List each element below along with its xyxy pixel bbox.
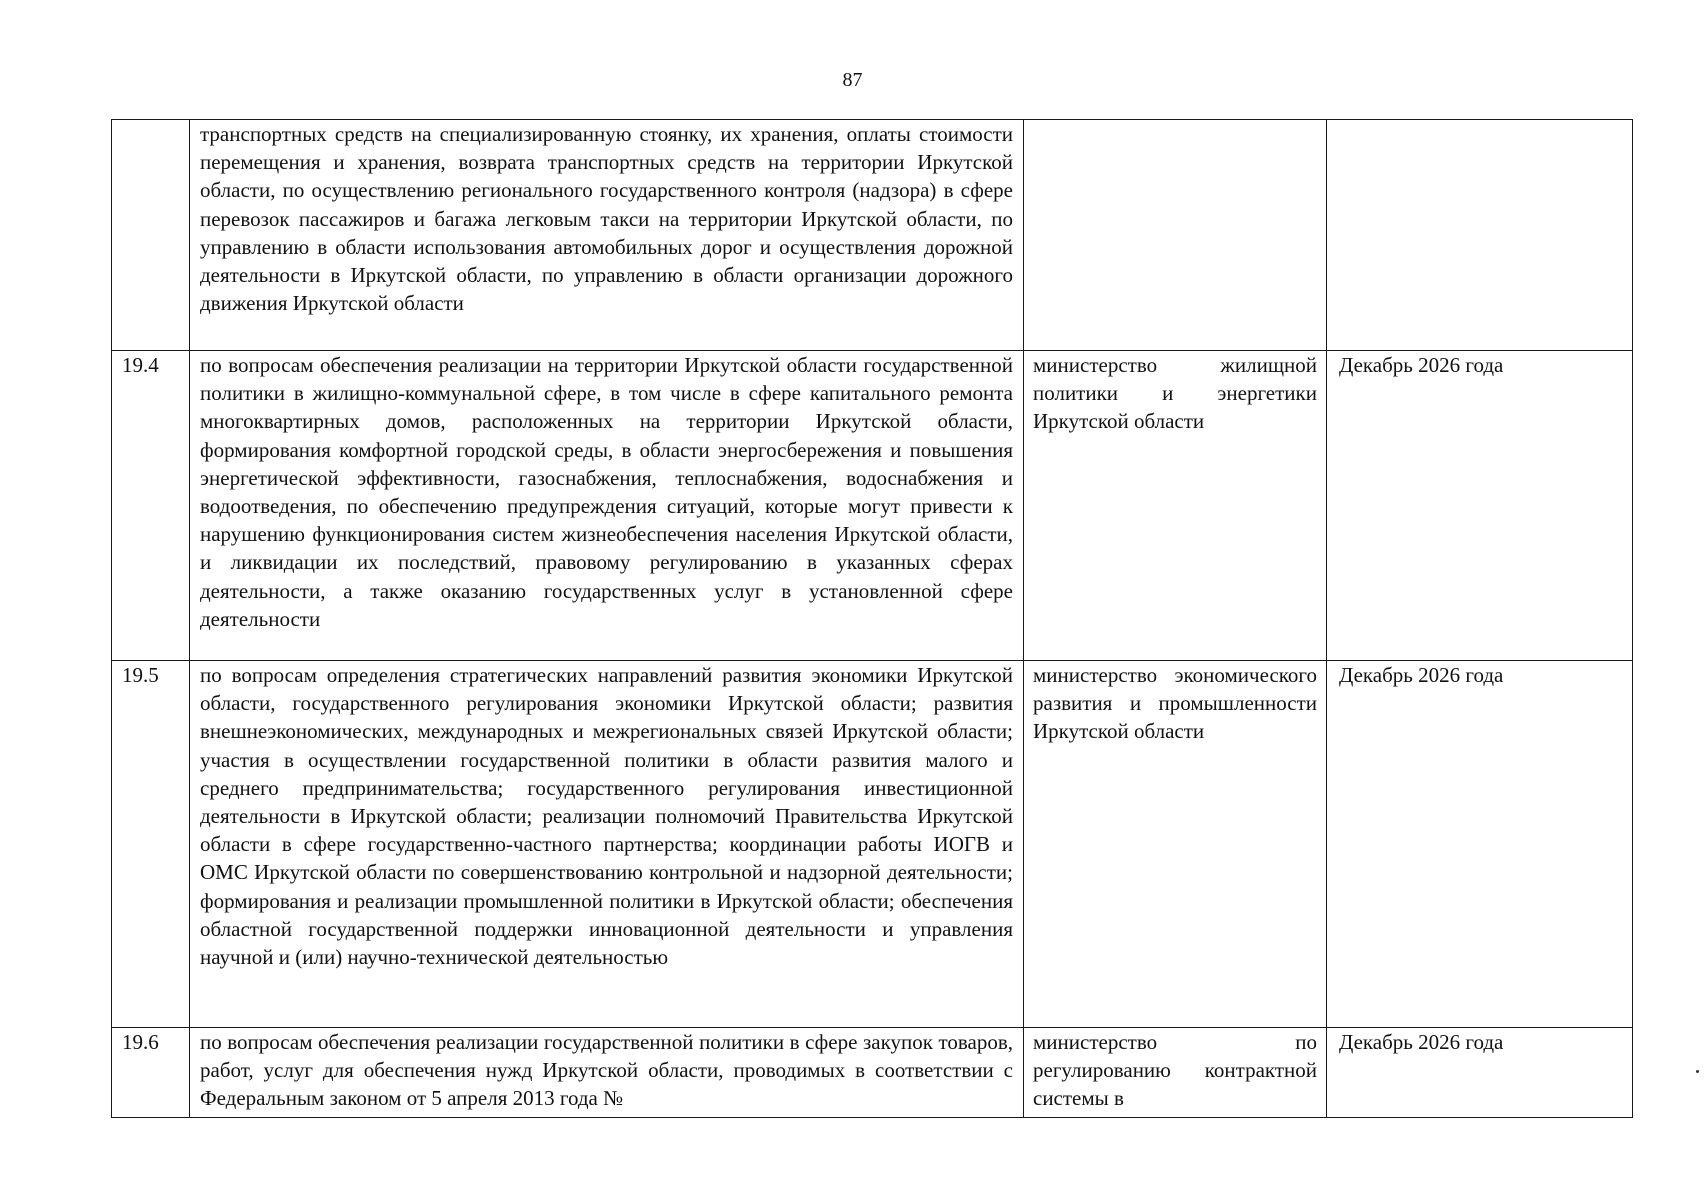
row-number: 19.5 — [112, 661, 190, 1028]
table-row — [112, 120, 1633, 351]
row-deadline — [1327, 120, 1633, 351]
row-deadline: Декабрь 2026 года — [1327, 1028, 1633, 1118]
row-description: по вопросам определения стратегических направлений развития экономики Иркутской области, государственного регулирования экономики Иркутской области; развития внешнеэкономических, международных и межрегиональных связей Иркутской области; участия в осуществлении государственной политики в области развития малого и среднего предпринимательства; государственного регулирования инвестиционной деятельности в Иркутской области; реализации полномочий Правительства Иркутской области в сфере государственно-частного партнерства; координации работы ИОГВ и ОМС Иркутской области по совершенствованию контрольной и надзорной деятельности; формирования и реализации промышленной политики в Иркутской области; обеспечения областной государственной поддержки инновационной деятельности и управления научной и (или) научно-технической деятельностью — [190, 661, 1024, 1028]
table-row — [112, 351, 1633, 661]
row-deadline: Декабрь 2026 года — [1327, 351, 1633, 661]
row-number — [112, 120, 190, 351]
row-responsible: министерство жилищной политики и энергетики Иркутской области — [1024, 351, 1327, 661]
page-number: 87 — [842, 69, 863, 91]
row-description: транспортных средств на специализированную стоянку, их хранения, оплаты стоимости перемещения и хранения, возврата транспортных средств на территории Иркутской области, по осуществлению регионального государственного контроля (надзора) в сфере перевозок пассажиров и багажа легковым такси на территории Иркутской области, по управлению в области использования автомобильных дорог и осуществления дорожной деятельности в Иркутской области, по управлению в области организации дорожного движения Иркутской области — [190, 120, 1024, 351]
scan-speck — [1696, 1070, 1699, 1073]
row-responsible: министерство по регулированию контрактной системы в — [1024, 1028, 1327, 1118]
plan-table — [111, 119, 1633, 1118]
table-row — [112, 1028, 1633, 1118]
row-responsible: министерство экономического развития и промышленности Иркутской области — [1024, 661, 1327, 1028]
row-number: 19.4 — [112, 351, 190, 661]
row-number: 19.6 — [112, 1028, 190, 1118]
table-row — [112, 661, 1633, 1028]
row-description: по вопросам обеспечения реализации на территории Иркутской области государственной политики в жилищно-коммунальной сфере, в том числе в сфере капитального ремонта многоквартирных домов, расположенных на территории Иркутской области, формирования комфортной городской среды, в области энергосбережения и повышения энергетической эффективности, газоснабжения, теплоснабжения, водоснабжения и водоотведения, по обеспечению предупреждения ситуаций, которые могут привести к нарушению функционирования систем жизнеобеспечения населения Иркутской области, и ликвидации их последствий, правовому регулированию в указанных сферах деятельности, а также оказанию государственных услуг в установленной сфере деятельности — [190, 351, 1024, 661]
row-deadline: Декабрь 2026 года — [1327, 661, 1633, 1028]
row-responsible — [1024, 120, 1327, 351]
row-description: по вопросам обеспечения реализации государственной политики в сфере закупок товаров, работ, услуг для обеспечения нужд Иркутской области, проводимых в соответствии с Федеральным законом от 5 апреля 2013 года № — [190, 1028, 1024, 1118]
